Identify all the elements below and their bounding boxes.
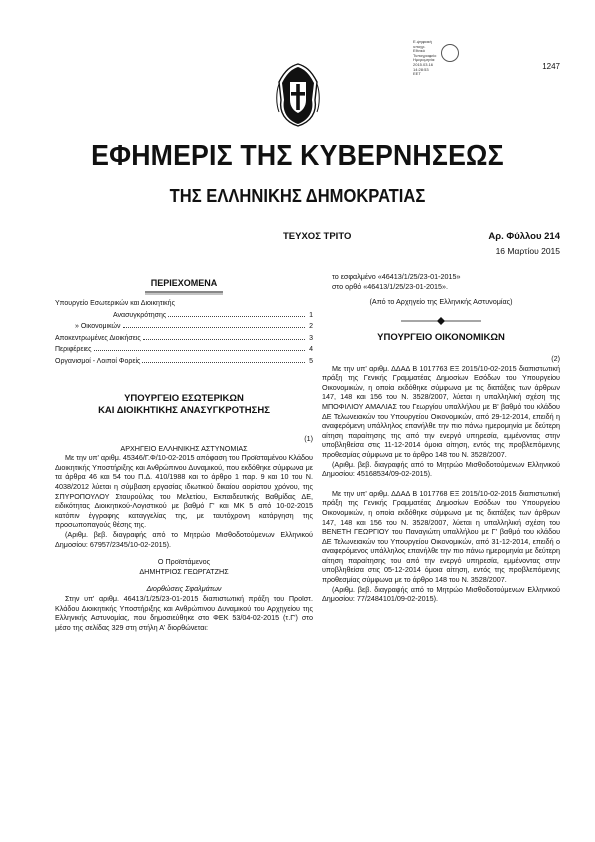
toc-entry-page: 3 bbox=[309, 334, 313, 342]
left-column bbox=[55, 434, 313, 632]
registry-note: (Αριθμ. βεβ. διαγραφής από το Μητρώο Μισθοδοτούμενων Ελληνικού Δημοσίου: 67957/2345/10-02-2015). bbox=[55, 529, 313, 549]
toc-rule-divider bbox=[145, 291, 223, 295]
toc-entry-label: Αποκεντρωμένες Διοικήσεις bbox=[55, 334, 141, 342]
toc-entry-page: 1 bbox=[309, 311, 313, 319]
toc-entry bbox=[55, 356, 313, 368]
coat-of-arms-icon bbox=[275, 60, 321, 128]
signature-title: Ο Προϊστάμενος bbox=[157, 557, 211, 567]
toc-entry bbox=[55, 344, 313, 356]
stamp-line: Ημερομηνία: bbox=[413, 57, 436, 63]
agency-heading: ΑΡΧΗΓΕΙΟ ΕΛΛΗΝΙΚΗΣ ΑΣΤΥΝΟΜΙΑΣ bbox=[120, 443, 248, 453]
diamond-divider-icon bbox=[401, 317, 481, 325]
page-number: 1247 bbox=[542, 62, 560, 71]
decision-number: (1) bbox=[304, 434, 313, 443]
toc-entry-page: 4 bbox=[309, 346, 313, 353]
correction-wrong: το εσφαλμένο «46413/1/25/23-01-2015» bbox=[332, 272, 461, 281]
toc-entry-page: 5 bbox=[309, 357, 313, 365]
toc-entry bbox=[55, 333, 313, 345]
table-of-contents bbox=[55, 298, 313, 367]
toc-leader bbox=[168, 315, 305, 317]
stamp-line: 2015.03.16 bbox=[413, 61, 434, 67]
signature-seal-icon bbox=[441, 44, 459, 62]
registry-note: (Αριθμ. βεβ. διαγραφής από το Μητρώο Μισθοδοτούμενων Ελληνικού Δημοσίου: 77/2484101/09-02-2015). bbox=[322, 584, 560, 604]
toc-leader bbox=[143, 338, 305, 340]
corrections-heading: Διορθώσεις Σφαλμάτων bbox=[146, 584, 222, 594]
gazette-title: ΕΦΗΜΕΡΙΣ ΤΗΣ ΚΥΒΕΡΝΗΣΕΩΣ bbox=[91, 140, 504, 172]
stamp-line: Τυπογραφείο bbox=[413, 52, 437, 58]
stamp-line: Εθνικό bbox=[413, 48, 425, 54]
toc-leader bbox=[123, 326, 305, 328]
stamp-line: υπογρ. bbox=[413, 43, 426, 49]
issue-date: 16 Μαρτίου 2015 bbox=[495, 246, 560, 256]
decision-text: Με την υπ' αριθμ. ΔΔΑΔ Β 1017763 ΕΞ 2015/10-02-2015 διαπιστωτική πράξη της Γενικής Γραμματέας Δημοσίων Εσόδων του Υπουργείου Οικονομικών, η οποία εκδόθηκε σύμφωνα με τις διατάξεις των άρθρων 147, 148 και 156 του Ν. 3528/2007, λύεται η υπαλληλική σχέση της ΜΠΟΦΙΛΙΟΥ ΑΜΑΛΙΑΣ του Γεωργίου υπαλλήλου με Β' βαθμό του κλάδου ΔΕ Τελωνειακών του Υπουργείου Οικονομικών, από 29-12-2014, επειδή η αναφερόμενη υπάλληλος επανήλθε την πιο πάνω ημερομηνία με δεύτερη αίτηση παραίτησης της από την ενεργό υπηρεσία, εμμένοντας στην υποβληθείσα στις 11-12-2014 όμοια αίτηση, εντός της προβλεπόμενης προθεσμίας σύμφωνα με το άρθρο 148 του Ν. 3528/2007. bbox=[322, 363, 560, 459]
toc-entry-label: Περιφέρειες bbox=[55, 346, 92, 353]
ministry-heading-finance: ΥΠΟΥΡΓΕΙΟ ΟΙΚΟΝΟΜΙΚΩΝ bbox=[377, 332, 505, 343]
toc-entry-label: Υπουργείο Εσωτερικών και Διοικητικής bbox=[55, 300, 175, 307]
issue-series: ΤΕΥΧΟΣ ΤΡΙΤΟ bbox=[283, 231, 352, 242]
toc-leader bbox=[94, 349, 305, 351]
toc-entry bbox=[55, 298, 313, 310]
toc-entry-label: » Οικονομικών bbox=[75, 323, 121, 330]
toc-entry bbox=[55, 321, 313, 333]
right-column-body bbox=[322, 354, 560, 604]
stamp-line: Ε.ψηφιακή bbox=[413, 39, 432, 44]
decision-number: (2) bbox=[551, 354, 560, 363]
toc-entry-label: Οργανισμοί - Λοιποί Φορείς bbox=[55, 357, 141, 365]
gazette-subtitle: ΤΗΣ ΕΛΛΗΝΙΚΗΣ ΔΗΜΟΚΡΑΤΙΑΣ bbox=[169, 186, 426, 206]
right-column bbox=[322, 272, 560, 307]
digital-signature-stamp bbox=[413, 40, 463, 77]
correction-right: στο ορθό «46413/1/25/23-01-2015». bbox=[332, 281, 448, 291]
toc-entry-page: 2 bbox=[309, 323, 313, 330]
decision-text: Με την υπ' αριθμ. ΔΔΑΔ Β 1017768 ΕΞ 2015/10-02-2015 διαπιστωτική πράξη της Γενικής Γραμματέας Δημοσίων Εσόδων του Υπουργείου Οικονομικών, η οποία εκδόθηκε σύμφωνα με τις διατάξεις των άρθρων 147, 148 και 156 του Ν. 3528/2007, λύεται η υπαλληλική σχέση του ΒΕΝΕΤΗ ΓΕΩΡΓΙΟΥ του Παναγιώτη υπαλλήλου με Γ' βαθμό του κλάδου ΔΕ Τελωνειακών του Υπουργείου Οικονομικών, από 31-12-2014, επειδή ο αναφερόμενος υπάλληλος επανήλθε την πιο πάνω ημερομηνία με δεύτερη αίτηση παραίτησης του από την ενεργό υπηρεσία, εμμένοντας στην υποβληθείσα στις 05-12-2014 όμοια αίτηση, εντός της προβλεπόμενης προθεσμίας σύμφωνα με το άρθρο 148 του Ν. 3528/2007. bbox=[322, 488, 560, 585]
toc-entry bbox=[55, 310, 313, 322]
sheet-number: Αρ. Φύλλου 214 bbox=[488, 231, 560, 242]
source-note: (Από το Αρχηγείο της Ελληνικής Αστυνομίας) bbox=[369, 297, 513, 307]
registry-note: (Αριθμ. βεβ. διαγραφής από το Μητρώο Μισθοδοτούμενων Ελληνικού Δημοσίου: 45168534/09-02-2015). bbox=[322, 459, 560, 479]
ministry-heading: ΥΠΟΥΡΓΕΙΟ ΕΣΩΤΕΡΙΚΩΝ ΚΑΙ ΔΙΟΙΚΗΤΙΚΗΣ ΑΝΑΣΥΓΚΡΟΤΗΣΗΣ bbox=[98, 393, 270, 416]
correction-text: Στην υπ' αριθμ. 46413/1/25/23-01-2015 διαπιστωτική πράξη του Προϊστ. Κλάδου Διοικητικής Υποστήριξης και Ανθρώπινου Δυναμικού του Αρχηγείου της Ελληνικής Αστυνομίας, που δημοσιεύθηκε στο ΦΕΚ 53/04-02-2015 (τ.Γ') στο μέσο της σελίδας 329 στη στήλη Α' διορθώνεται: bbox=[55, 593, 313, 632]
toc-leader bbox=[142, 361, 305, 363]
toc-entry-label: Ανασυγκρότησης bbox=[113, 311, 167, 319]
signature-name: ΔΗΜΗΤΡΙΟΣ ΓΕΩΡΓΑΤΖΗΣ bbox=[139, 566, 229, 576]
toc-heading: ΠΕΡΙΕΧΟΜΕΝΑ bbox=[150, 278, 218, 288]
stamp-line: EET bbox=[413, 71, 421, 77]
decision-text: Με την υπ' αριθμ. 45346/Γ.Φ/10-02-2015 απόφαση του Προϊσταμένου Κλάδου Διοικητικής Υποστήριξης και Ανθρώπινου Δυναμικού, που εκδόθηκε σύμφωνα με τα άρθρα 46 και 54 του Π.Δ. 410/1988 και το άρθρο 1 παρ. 9 και 10 του Ν. 4038/2012 λύεται η σύμβαση εργασίας ιδιωτικού δικαίου αορίστου χρόνου, της ΣΠΥΡΟΠΟΥΛΟΥ Σταυρούλας του Μελετίου, Εκπαιδευτικής Βαθμίδας ΔΕ, ειδικότητας Διοικητικού-Λογιστικού με βαθμό Γ' και ΜΚ 5 από 10-02-2015 κατόπιν έγγραφης καταγγελίας της, με ταυτόχρονη κατάργηση της προσωποπαγούς θέσης της. bbox=[55, 453, 313, 530]
stamp-line: 14:28:53 bbox=[413, 66, 429, 72]
